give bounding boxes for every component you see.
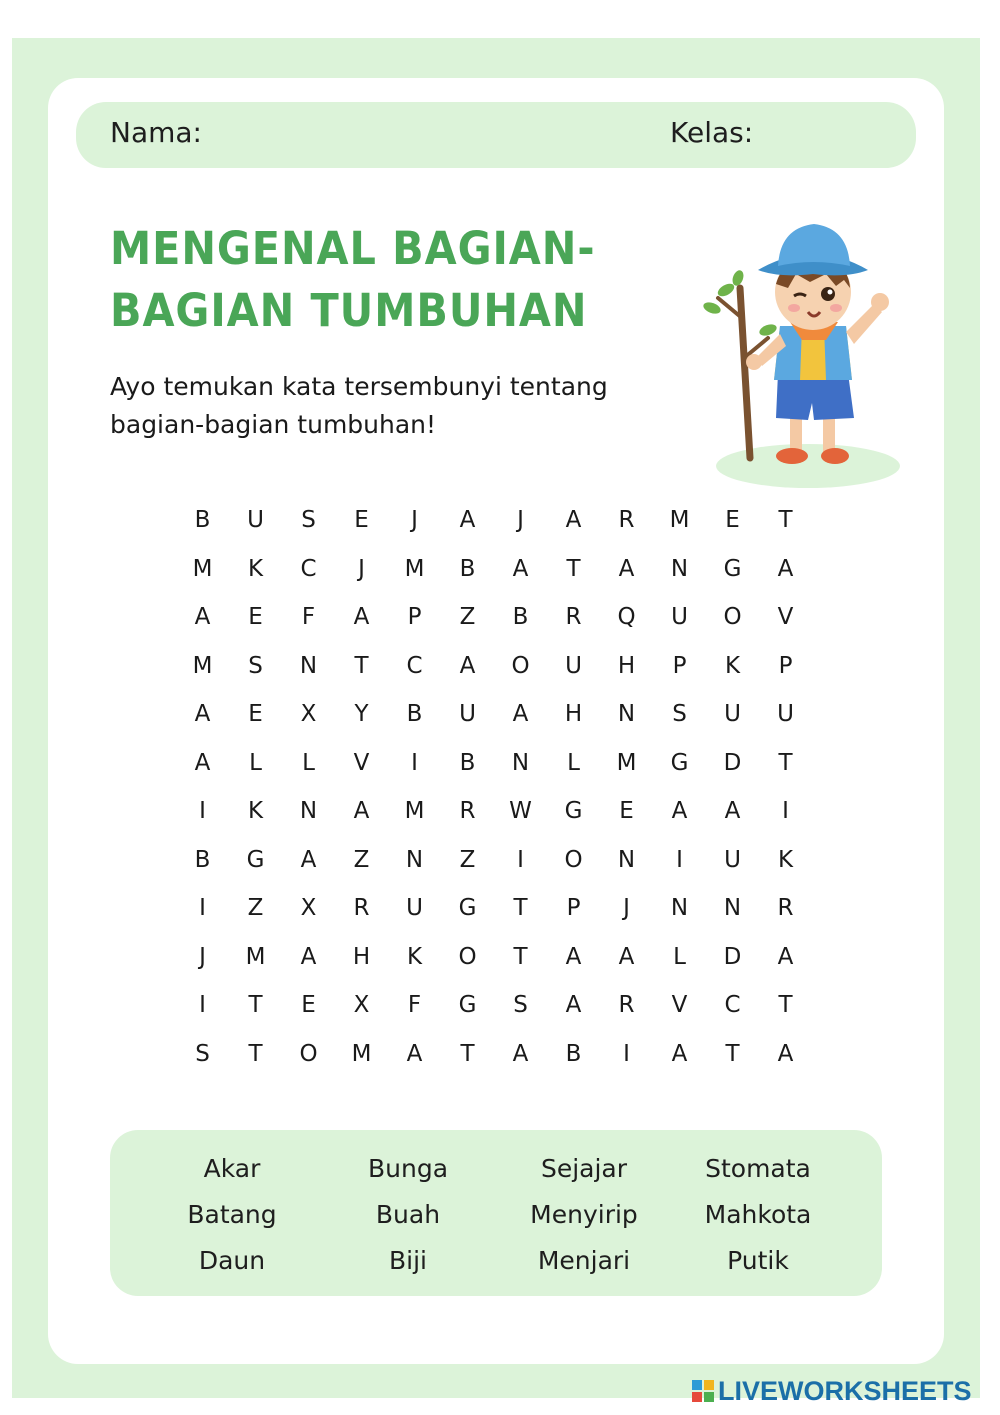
grid-letter[interactable]: B [459, 749, 476, 776]
page-title [110, 218, 595, 342]
grid-letter[interactable]: A [671, 1040, 688, 1067]
grid-letter[interactable]: B [194, 507, 211, 534]
grid-row [176, 690, 812, 739]
grid-letter[interactable]: A [512, 555, 529, 582]
grid-letter[interactable]: M [669, 507, 690, 534]
grid-letter[interactable]: A [777, 555, 794, 582]
grid-row [176, 933, 812, 982]
worksheet-card [48, 78, 944, 1364]
grid-letter[interactable]: B [565, 1040, 582, 1067]
grid-letter[interactable]: G [458, 895, 477, 922]
grid-letter[interactable]: K [724, 652, 741, 679]
grid-letter[interactable]: A [459, 652, 476, 679]
grid-letter[interactable]: S [672, 701, 687, 728]
grid-letter[interactable]: T [513, 895, 528, 922]
grid-letter[interactable]: E [354, 507, 369, 534]
grid-letter[interactable]: A [300, 943, 317, 970]
grid-letter[interactable]: I [623, 1040, 630, 1067]
grid-letter[interactable]: J [199, 943, 206, 970]
grid-letter[interactable]: M [192, 652, 213, 679]
grid-letter[interactable]: P [407, 604, 422, 631]
worksheet-page [12, 38, 980, 1398]
word-bank-item: Mahkota [704, 1200, 812, 1229]
grid-row [176, 787, 812, 836]
grid-letter[interactable]: S [248, 652, 263, 679]
grid-letter[interactable]: Z [459, 846, 476, 873]
grid-letter[interactable]: X [353, 992, 370, 1019]
grid-letter[interactable]: H [617, 652, 636, 679]
grid-letter[interactable]: L [302, 749, 315, 776]
grid-letter[interactable]: T [248, 992, 263, 1019]
grid-letter[interactable]: E [248, 701, 263, 728]
grid-letter[interactable]: C [406, 652, 423, 679]
grid-letter[interactable]: T [725, 1040, 740, 1067]
word-bank-column [318, 1146, 498, 1284]
name-class-bar [76, 102, 916, 168]
grid-letter[interactable]: R [565, 604, 582, 631]
grid-letter[interactable]: L [673, 943, 686, 970]
grid-letter[interactable]: A [777, 1040, 794, 1067]
grid-letter[interactable]: R [618, 992, 635, 1019]
grid-letter[interactable]: M [404, 798, 425, 825]
class-label: Kelas: [670, 116, 754, 149]
grid-letter[interactable]: P [778, 652, 793, 679]
grid-letter[interactable]: I [199, 798, 206, 825]
grid-letter[interactable]: G [670, 749, 689, 776]
grid-letter[interactable]: H [352, 943, 371, 970]
grid-letter[interactable]: A [353, 604, 370, 631]
grid-letter[interactable]: Y [354, 701, 369, 728]
word-bank-column [142, 1146, 322, 1284]
grid-letter[interactable]: R [618, 507, 635, 534]
grid-letter[interactable]: U [777, 701, 794, 728]
grid-letter[interactable]: I [782, 798, 789, 825]
grid-letter[interactable]: T [513, 943, 528, 970]
grid-letter[interactable]: N [299, 652, 318, 679]
grid-letter[interactable]: G [723, 555, 742, 582]
grid-letter[interactable]: D [723, 943, 742, 970]
grid-letter[interactable]: U [724, 846, 741, 873]
grid-letter[interactable]: M [616, 749, 637, 776]
title-line-2: BAGIAN TUMBUHAN [110, 284, 588, 337]
grid-letter[interactable]: A [300, 846, 317, 873]
grid-letter[interactable]: B [512, 604, 529, 631]
grid-letter[interactable]: G [458, 992, 477, 1019]
grid-letter[interactable]: S [195, 1040, 210, 1067]
word-bank-item: Putik [727, 1246, 789, 1275]
grid-letter[interactable]: E [619, 798, 634, 825]
grid-letter[interactable]: X [300, 701, 317, 728]
grid-row [176, 1030, 812, 1079]
grid-letter[interactable]: L [249, 749, 262, 776]
liveworksheets-logo-icon [692, 1380, 714, 1402]
grid-letter[interactable]: A [565, 507, 582, 534]
grid-letter[interactable]: T [778, 507, 793, 534]
grid-letter[interactable]: I [411, 749, 418, 776]
grid-letter[interactable]: A [618, 555, 635, 582]
word-bank-item: Menjari [537, 1246, 631, 1275]
grid-letter[interactable]: N [405, 846, 424, 873]
grid-letter[interactable]: J [358, 555, 365, 582]
grid-letter[interactable]: K [247, 555, 264, 582]
instruction-line-2: bagian-bagian tumbuhan! [110, 410, 437, 439]
grid-letter[interactable]: I [676, 846, 683, 873]
grid-letter[interactable]: T [248, 1040, 263, 1067]
grid-letter[interactable]: J [517, 507, 524, 534]
grid-letter[interactable]: A [777, 943, 794, 970]
grid-letter[interactable]: A [194, 604, 211, 631]
grid-letter[interactable]: B [406, 701, 423, 728]
word-bank-item: Bunga [367, 1154, 449, 1183]
word-bank-item: Buah [375, 1200, 441, 1229]
grid-letter[interactable]: A [565, 943, 582, 970]
grid-letter[interactable]: A [565, 992, 582, 1019]
grid-letter[interactable]: V [353, 749, 370, 776]
grid-letter[interactable]: J [411, 507, 418, 534]
word-bank-column [494, 1146, 674, 1284]
grid-letter[interactable]: M [351, 1040, 372, 1067]
grid-letter[interactable]: T [566, 555, 581, 582]
grid-letter[interactable]: K [406, 943, 423, 970]
grid-letter[interactable]: A [194, 749, 211, 776]
grid-letter[interactable]: H [564, 701, 583, 728]
logo-text: LIVEWORKSHEETS [718, 1375, 972, 1406]
grid-letter[interactable]: R [353, 895, 370, 922]
grid-letter[interactable]: T [778, 992, 793, 1019]
grid-letter[interactable]: K [777, 846, 794, 873]
letter-grid [176, 496, 812, 1078]
grid-letter[interactable]: Z [353, 846, 370, 873]
grid-letter[interactable]: M [245, 943, 266, 970]
grid-letter[interactable]: U [565, 652, 582, 679]
grid-letter[interactable]: O [299, 1040, 318, 1067]
grid-letter[interactable]: M [192, 555, 213, 582]
grid-letter[interactable]: Z [459, 604, 476, 631]
grid-row [176, 593, 812, 642]
grid-letter[interactable]: O [511, 652, 530, 679]
word-bank [110, 1130, 882, 1296]
grid-letter[interactable]: A [671, 798, 688, 825]
grid-row [176, 642, 812, 691]
grid-letter[interactable]: A [194, 701, 211, 728]
word-bank-item: Sejajar [540, 1154, 628, 1183]
grid-letter[interactable]: A [618, 943, 635, 970]
grid-letter[interactable]: K [247, 798, 264, 825]
grid-letter[interactable]: T [460, 1040, 475, 1067]
grid-letter[interactable]: B [194, 846, 211, 873]
word-bank-item: Daun [198, 1246, 266, 1275]
grid-letter[interactable]: F [301, 604, 316, 631]
grid-letter[interactable]: F [407, 992, 422, 1019]
instruction-text [110, 368, 710, 444]
grid-letter[interactable]: T [778, 749, 793, 776]
instruction-line-1: Ayo temukan kata tersembunyi tentang [110, 372, 608, 401]
liveworksheets-logo[interactable] [692, 1376, 972, 1406]
word-bank-item: Batang [187, 1200, 277, 1229]
grid-letter[interactable]: R [459, 798, 476, 825]
grid-letter[interactable]: P [566, 895, 581, 922]
grid-letter[interactable]: X [300, 895, 317, 922]
grid-letter[interactable]: P [672, 652, 687, 679]
grid-letter[interactable]: S [513, 992, 528, 1019]
grid-row [176, 981, 812, 1030]
grid-row [176, 496, 812, 545]
word-bank-item: Akar [203, 1154, 261, 1183]
grid-letter[interactable]: A [512, 701, 529, 728]
grid-letter[interactable]: U [459, 701, 476, 728]
grid-letter[interactable]: Q [617, 604, 636, 631]
grid-letter[interactable]: R [777, 895, 794, 922]
grid-letter[interactable]: N [670, 555, 689, 582]
grid-letter[interactable]: N [299, 798, 318, 825]
grid-letter[interactable]: M [404, 555, 425, 582]
grid-letter[interactable]: U [671, 604, 688, 631]
grid-letter[interactable]: U [247, 507, 264, 534]
grid-letter[interactable]: D [723, 749, 742, 776]
word-bank-item: Biji [389, 1246, 427, 1275]
grid-letter[interactable]: J [623, 895, 630, 922]
grid-row [176, 884, 812, 933]
grid-letter[interactable]: A [406, 1040, 423, 1067]
word-bank-column [668, 1146, 848, 1284]
grid-letter[interactable]: A [512, 1040, 529, 1067]
grid-letter[interactable]: N [670, 895, 689, 922]
boy-explorer-with-stick-illustration [698, 208, 908, 488]
grid-letter[interactable]: E [725, 507, 740, 534]
grid-letter[interactable]: O [723, 604, 742, 631]
grid-letter[interactable]: T [354, 652, 369, 679]
grid-letter[interactable]: A [353, 798, 370, 825]
grid-letter[interactable]: V [777, 604, 794, 631]
grid-letter[interactable]: C [724, 992, 741, 1019]
grid-letter[interactable]: E [248, 604, 263, 631]
grid-letter[interactable]: U [724, 701, 741, 728]
grid-letter[interactable]: A [459, 507, 476, 534]
grid-letter[interactable]: N [617, 846, 636, 873]
grid-letter[interactable]: C [300, 555, 317, 582]
grid-letter[interactable]: N [511, 749, 530, 776]
grid-row [176, 739, 812, 788]
grid-letter[interactable]: N [617, 701, 636, 728]
grid-letter[interactable]: A [724, 798, 741, 825]
grid-letter[interactable]: I [199, 895, 206, 922]
grid-letter[interactable]: G [564, 798, 583, 825]
grid-row [176, 545, 812, 594]
grid-letter[interactable]: B [459, 555, 476, 582]
word-bank-item: Menyirip [530, 1200, 638, 1229]
word-bank-item: Stomata [705, 1154, 811, 1183]
grid-letter[interactable]: I [199, 992, 206, 1019]
grid-letter[interactable]: Z [247, 895, 264, 922]
grid-letter[interactable]: G [246, 846, 265, 873]
name-label: Nama: [110, 116, 202, 149]
grid-letter[interactable]: V [671, 992, 688, 1019]
grid-letter[interactable]: L [567, 749, 580, 776]
grid-letter[interactable]: W [509, 798, 532, 825]
grid-letter[interactable]: O [458, 943, 477, 970]
grid-row [176, 836, 812, 885]
grid-letter[interactable]: U [406, 895, 423, 922]
grid-letter[interactable]: I [517, 846, 524, 873]
grid-letter[interactable]: S [301, 507, 316, 534]
grid-letter[interactable]: O [564, 846, 583, 873]
title-line-1: MENGENAL BAGIAN- [110, 222, 596, 275]
grid-letter[interactable]: E [301, 992, 316, 1019]
grid-letter[interactable]: N [723, 895, 742, 922]
